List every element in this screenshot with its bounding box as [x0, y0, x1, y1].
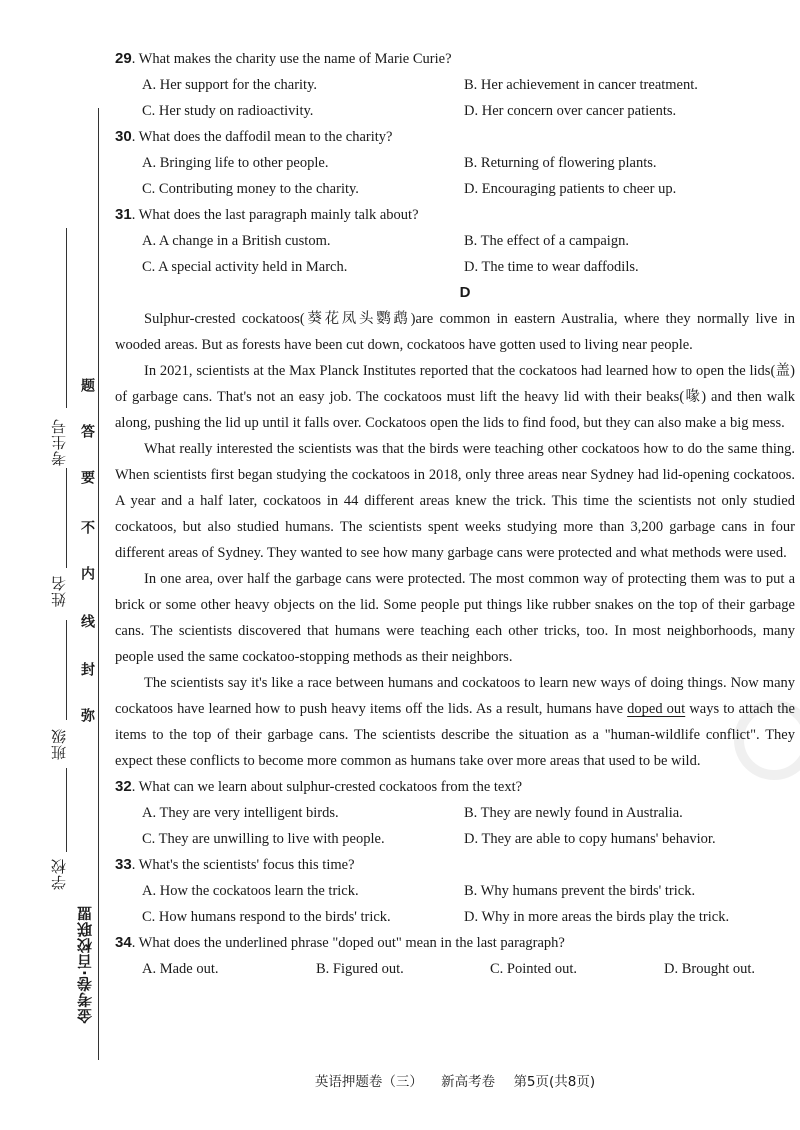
- page-number: 第5页(共8页): [513, 1074, 596, 1090]
- seal-char: 线: [79, 614, 95, 628]
- option-c[interactable]: C. Pointed out.: [490, 961, 578, 977]
- class-field[interactable]: [66, 620, 67, 720]
- paragraph-text: ways to attach the items to the top of their garbage cans. The scientists describe the situation as a "human-wildlife conflict". They expect these conflicts to become more common as humans take over more areas that used to be wild.: [115, 701, 795, 769]
- option-row: [115, 956, 795, 982]
- question-33: [115, 852, 795, 878]
- option-b[interactable]: B. Returning of flowering plants.: [464, 155, 657, 171]
- option-a[interactable]: A. How the cockatoos learn the trick.: [142, 883, 359, 899]
- question-number: 33: [115, 856, 132, 873]
- option-a[interactable]: A. Made out.: [142, 961, 219, 977]
- option-row: [115, 254, 795, 280]
- option-c[interactable]: C. Contributing money to the charity.: [142, 181, 359, 197]
- option-a[interactable]: A. Bringing life to other people.: [142, 155, 329, 171]
- option-row: [115, 150, 795, 176]
- passage-paragraph-5: [115, 670, 795, 774]
- passage-paragraph-4: In one area, over half the garbage cans were protected. The most common way of protecting them was to put a brick or some other heavy objects on the lid. Some people put things like rubber snakes on the top of their garbage cans. The scientists discovered that humans were teaching each other tricks, too. In most neighborhoods, many people used the same cockatoo-stopping methods as their neighbors.: [115, 571, 795, 665]
- option-row: [115, 72, 795, 98]
- option-row: [115, 826, 795, 852]
- binding-margin: [0, 0, 112, 1130]
- option-c[interactable]: C. How humans respond to the birds' trick.: [142, 909, 391, 925]
- option-row: [115, 98, 795, 124]
- seal-char: 弥: [79, 708, 95, 722]
- option-b[interactable]: B. Her achievement in cancer treatment.: [464, 77, 698, 93]
- passage-paragraph-2: In 2021, scientists at the Max Planck Institutes reported that the cockatoos had learned how to open the lids(盖) of garbage cans. That's not an easy job. The cockatoos must lift the heavy lid with their beaks(喙) and then walk along, pushing the lid up until it falls over. Cockatoos open the lids to find food, but they can also make a big mess.: [115, 363, 795, 431]
- option-b[interactable]: B. Why humans prevent the birds' trick.: [464, 883, 696, 899]
- exam-number-label: 考生号: [50, 418, 68, 466]
- question-30: [115, 124, 795, 150]
- option-c[interactable]: C. A special activity held in March.: [142, 259, 348, 275]
- option-row: [115, 228, 795, 254]
- option-a[interactable]: A. Her support for the charity.: [142, 77, 318, 93]
- question-number: 31: [115, 206, 132, 223]
- option-d[interactable]: D. Brought out.: [664, 961, 756, 977]
- question-number: 30: [115, 128, 132, 145]
- name-field[interactable]: [66, 468, 67, 568]
- exam-title: 英语押题卷（三）: [314, 1074, 423, 1090]
- page-footer: [115, 1070, 795, 1090]
- school-field[interactable]: [66, 768, 67, 852]
- question-29: [115, 46, 795, 72]
- school-label: 学校: [50, 858, 68, 890]
- underlined-phrase: doped out: [627, 701, 686, 717]
- exam-number-field[interactable]: [66, 228, 67, 408]
- question-stem: . What's the scientists' focus this time?: [131, 857, 355, 873]
- section-heading: D: [459, 284, 471, 301]
- option-row: [115, 878, 795, 904]
- seal-line: [98, 108, 99, 1060]
- question-number: 32: [115, 778, 132, 795]
- option-d[interactable]: D. They are able to copy humans' behavior.: [464, 831, 716, 847]
- option-b[interactable]: B. They are newly found in Australia.: [464, 805, 683, 821]
- question-stem: . What does the daffodil mean to the charity?: [131, 129, 393, 145]
- seal-char: 不: [79, 520, 95, 534]
- option-c[interactable]: C. They are unwilling to live with people.: [142, 831, 385, 847]
- question-stem: . What does the last paragraph mainly talk about?: [131, 207, 419, 223]
- question-stem: . What does the underlined phrase "doped out" mean in the last paragraph?: [131, 935, 565, 951]
- seal-char: 封: [79, 662, 95, 676]
- question-34: [115, 930, 795, 956]
- option-d[interactable]: D. The time to wear daffodils.: [464, 259, 639, 275]
- option-d[interactable]: D. Why in more areas the birds play the trick.: [464, 909, 730, 925]
- question-31: [115, 202, 795, 228]
- seal-char: 内: [79, 566, 95, 580]
- seal-char: 答: [79, 424, 95, 438]
- question-number: 34: [115, 934, 132, 951]
- page-content: [115, 46, 795, 982]
- option-row: [115, 800, 795, 826]
- class-label: 班级: [50, 728, 68, 760]
- option-a[interactable]: A. A change in a British custom.: [142, 233, 331, 249]
- option-a[interactable]: A. They are very intelligent birds.: [142, 805, 339, 821]
- paragraph-text: The scientists say it's like a race between humans and cockatoos to learn new ways of doing things. Now many cockatoos have learned how to push heavy items off the lids. As a result, humans have: [115, 675, 795, 717]
- option-c[interactable]: C. Her study on radioactivity.: [142, 103, 314, 119]
- passage-paragraph-3: What really interested the scientists was that the birds were teaching other cockatoos how to do the same thing. When scientists first began studying the cockatoos in 2018, only three areas near Sydney had lid-opening cockatoos. A year and a half later, cockatoos in 44 different areas knew the trick. This time the scientists not only studied cockatoos, but also studied humans. The scientists spent weeks studying more than 3,200 garbage cans in four different areas of Sydney. They wanted to see how many garbage cans were protected and what methods were used.: [115, 441, 795, 561]
- question-stem: . What can we learn about sulphur-crested cockatoos from the text?: [131, 779, 523, 795]
- name-label: 姓名: [50, 575, 68, 607]
- seal-char: 题: [79, 378, 95, 392]
- option-b[interactable]: B. Figured out.: [316, 961, 404, 977]
- passage-paragraph-1: Sulphur-crested cockatoos(葵花凤头鹦鹉)are common in eastern Australia, where they normally live in wooded areas. But as forests have been cut down, cockatoos have gotten used to living near people.: [115, 311, 795, 353]
- question-number: 29: [115, 50, 132, 67]
- option-d[interactable]: D. Encouraging patients to cheer up.: [464, 181, 677, 197]
- question-stem: . What makes the charity use the name of Marie Curie?: [131, 51, 452, 67]
- option-b[interactable]: B. The effect of a campaign.: [464, 233, 629, 249]
- exam-type: 新高考卷: [441, 1074, 496, 1090]
- seal-char: 要: [79, 470, 95, 484]
- question-32: [115, 774, 795, 800]
- option-d[interactable]: D. Her concern over cancer patients.: [464, 103, 677, 119]
- option-row: [115, 176, 795, 202]
- option-row: [115, 904, 795, 930]
- alliance-label: 金考卷·百校联盟: [76, 905, 94, 1024]
